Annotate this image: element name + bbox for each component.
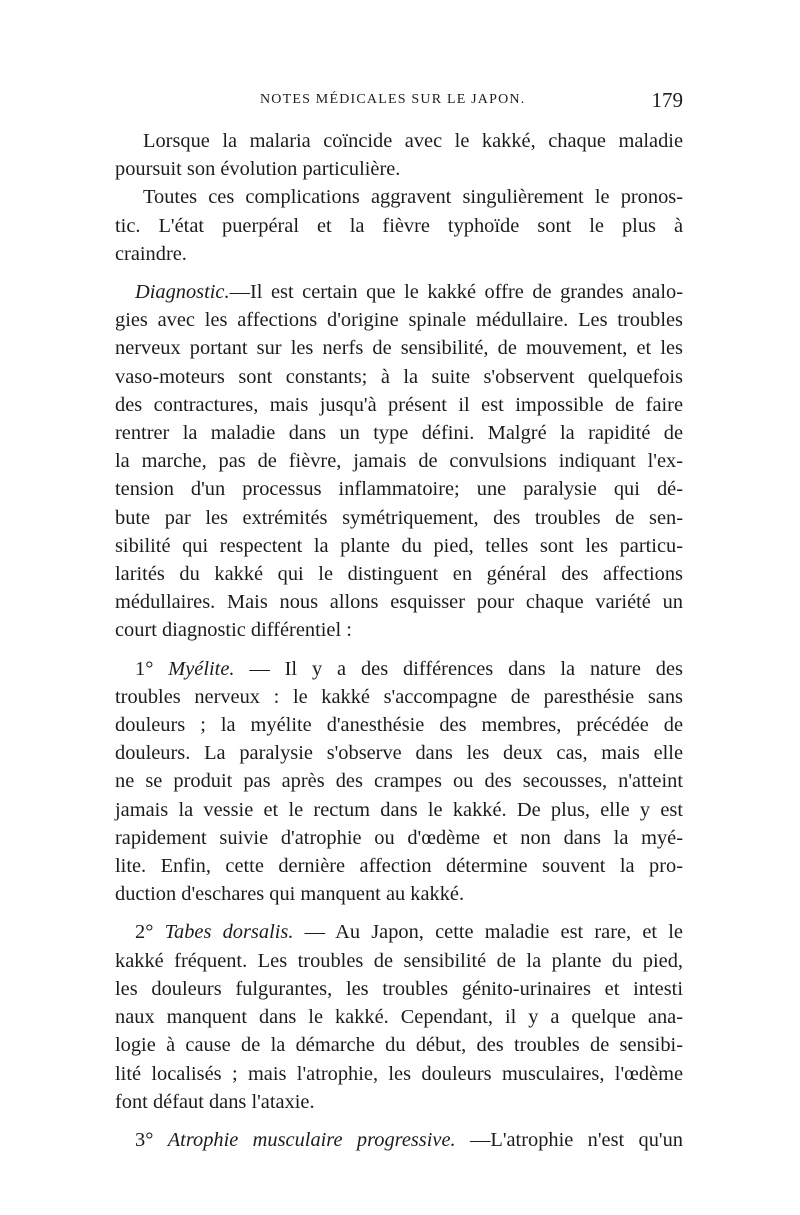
body-text [115, 127, 683, 1154]
text-line: des contractures, mais jusqu'à présent il est impossible de faire [115, 393, 683, 416]
text-line: kakké fréquent. Les troubles de sensibilité de la plante du pied, [115, 949, 683, 972]
text-line: rentrer la maladie dans un type défini. Malgré la rapidité de [115, 422, 683, 445]
paragraph-myelite [115, 655, 683, 909]
text-line: médullaires. Mais nous allons esquisser pour chaque variété un [115, 591, 683, 614]
text-line: tension d'un processus inflammatoire; une paralysie qui dé- [115, 478, 683, 501]
text-line: font défaut dans l'ataxie. [115, 1090, 315, 1113]
text-run: — Au Japon, cette maladie est rare, et le [304, 921, 683, 944]
text-line: vaso-moteurs sont constants; à la suite s'observent quelquefois [115, 365, 683, 388]
text-line: poursuit son évolution particulière. [115, 158, 401, 181]
text-line: la marche, pas de fièvre, jamais de convulsions indiquant l'ex- [115, 450, 683, 473]
text-line: ne se produit pas après des crampes ou des secousses, n'atteint [115, 770, 683, 793]
item-number: 3° [135, 1128, 154, 1151]
paragraph-complications [115, 183, 683, 268]
text-run: —Il est certain que le kakké offre de grandes analo- [229, 281, 683, 304]
text-line: troubles nerveux : le kakké s'accompagne de paresthésie sans [115, 685, 683, 708]
text-line: les douleurs fulgurantes, les troubles génito-urinaires et intesti [115, 977, 683, 1000]
text-line: bute par les extrémités symétriquement, des troubles de sen- [115, 506, 683, 529]
text-line: rapidement suivie d'atrophie ou d'œdème et non dans la myé- [115, 826, 683, 849]
text-line: lité localisés ; mais l'atrophie, les douleurs musculaires, l'œdème [115, 1062, 683, 1085]
text-line: lite. Enfin, cette dernière affection détermine souvent la pro- [115, 855, 683, 878]
text-line [115, 1126, 683, 1154]
section-heading-myelite: Myélite. [168, 657, 235, 680]
page-number: 179 [651, 88, 683, 112]
text-line: nerveux portant sur les nerfs de sensibilité, de mouvement, et les [115, 337, 683, 360]
text-line: Lorsque la malaria coïncide avec le kakké, chaque maladie [143, 130, 683, 152]
running-head: NOTES MÉDICALES SUR LE JAPON. [260, 92, 526, 107]
text-line: logie à cause de la démarche du début, des troubles de sensibi- [115, 1034, 683, 1057]
paragraph-atrophie [115, 1126, 683, 1154]
text-line: douleurs ; la myélite d'anesthésie des membres, précédée de [115, 714, 683, 737]
text-line: court diagnostic différentiel : [115, 619, 352, 642]
text-line: Toutes ces complications aggravent singulièrement le pronos- [143, 186, 683, 209]
text-line: craindre. [115, 242, 187, 265]
text-line: douleurs. La paralysie s'observe dans les deux cas, mais elle [115, 742, 683, 765]
text-line [115, 918, 683, 946]
text-line: gies avec les affections d'origine spinale médullaire. Les troubles [115, 309, 683, 332]
page-header [115, 88, 683, 116]
section-heading-tabes: Tabes dorsalis. [164, 921, 294, 944]
text-line [115, 278, 683, 306]
paragraph-tabes [115, 918, 683, 1115]
text-line: duction d'eschares qui manquent au kakké. [115, 883, 465, 906]
section-heading-diagnostic: Diagnostic. [135, 281, 230, 304]
text-line: naux manquent dans le kakké. Cependant, il y a quelque ana- [115, 1006, 683, 1029]
text-line: jamais la vessie et le rectum dans le kakké. De plus, elle y est [115, 798, 683, 821]
text-run: —L'atrophie n'est qu'un [469, 1128, 683, 1151]
text-line: tic. L'état puerpéral et la fièvre typhoïde sont le plus à [115, 214, 683, 237]
item-number: 1° [135, 657, 154, 680]
section-heading-atrophie: Atrophie musculaire progressive. [167, 1128, 456, 1151]
text-run: — Il y a des différences dans la nature des [249, 657, 683, 680]
text-line: larités du kakké qui le distinguent en général des affections [115, 563, 683, 586]
paragraph-diagnostic [115, 278, 683, 645]
text-line: sibilité qui respectent la plante du pied, telles sont les particu- [115, 534, 683, 557]
text-line [115, 655, 683, 683]
item-number: 2° [135, 921, 154, 944]
paragraph-malaria [115, 127, 683, 183]
